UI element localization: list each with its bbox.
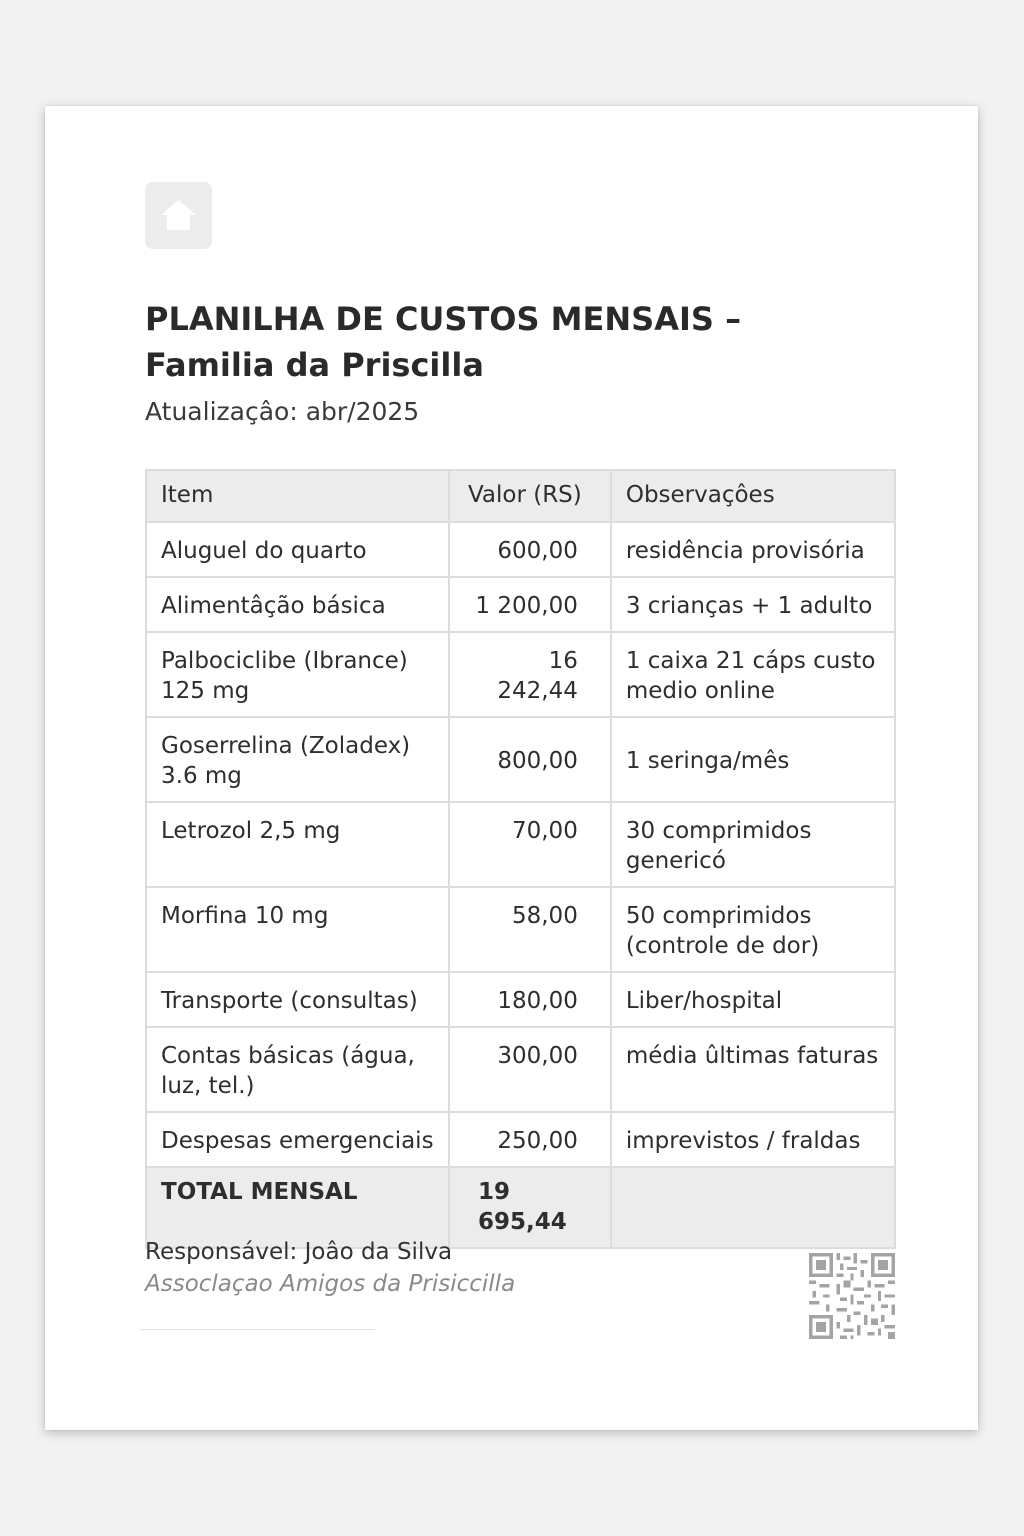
update-date: Atualizaçâo: abr/2025 — [145, 397, 420, 426]
note-cell: média ûltimas faturas — [611, 1027, 895, 1112]
total-label: TOTAL MENSAL — [146, 1167, 449, 1248]
value-cell: 800,00 — [449, 717, 611, 802]
page-title — [145, 296, 905, 388]
item-cell: Transporte (consultas) — [146, 972, 449, 1027]
association-name: Assoclaçao Amigos da Prisiccilla — [145, 1271, 516, 1297]
house-icon — [145, 182, 212, 249]
value-cell: 58,00 — [449, 887, 611, 972]
value-cell: 1 200,00 — [449, 577, 611, 632]
item-cell: Aluguel do quarto — [146, 522, 449, 577]
note-cell: 1 caixa 21 cáps custo medio online — [611, 632, 895, 717]
item-cell: Contas básicas (água, luz, tel.) — [146, 1027, 449, 1112]
responsible-line: Responsável: Joâo da Silva — [145, 1239, 453, 1265]
footer-divider — [140, 1329, 375, 1330]
title-line-1: PLANILHA DE CUSTOS MENSAIS – — [145, 300, 742, 338]
value-cell: 180,00 — [449, 972, 611, 1027]
table-row — [146, 1027, 895, 1112]
item-cell: Goserrelina (Zoladex) 3.6 mg — [146, 717, 449, 802]
value-cell: 250,00 — [449, 1112, 611, 1167]
item-cell: Despesas emergenciais — [146, 1112, 449, 1167]
note-cell: Liber/hospital — [611, 972, 895, 1027]
note-cell: 50 comprimidos (controle de dor) — [611, 887, 895, 972]
total-value: 19 695,44 — [449, 1167, 611, 1248]
total-row — [146, 1167, 895, 1248]
item-cell: Morfina 10 mg — [146, 887, 449, 972]
table-row — [146, 632, 895, 717]
title-line-2: Familia da Priscilla — [145, 346, 484, 384]
cost-table — [145, 469, 896, 1249]
value-cell: 600,00 — [449, 522, 611, 577]
note-cell: 30 comprimidos genericó — [611, 802, 895, 887]
qr-code-icon — [809, 1253, 895, 1339]
value-cell: 16 242,44 — [449, 632, 611, 717]
column-header-notes: Observaçôes — [611, 470, 895, 522]
note-cell: 1 seringa/mês — [611, 717, 895, 802]
table-row — [146, 577, 895, 632]
note-cell: residência provisória — [611, 522, 895, 577]
table-row — [146, 887, 895, 972]
table-row — [146, 717, 895, 802]
total-note-cell — [611, 1167, 895, 1248]
column-header-value: Valor (RS) — [449, 470, 611, 522]
table-row — [146, 1112, 895, 1167]
table-row — [146, 972, 895, 1027]
value-cell: 300,00 — [449, 1027, 611, 1112]
value-cell: 70,00 — [449, 802, 611, 887]
item-cell: Palbociclibe (Ibrance) 125 mg — [146, 632, 449, 717]
item-cell: Alimentâção básica — [146, 577, 449, 632]
table-row — [146, 522, 895, 577]
note-cell: 3 crianças + 1 adulto — [611, 577, 895, 632]
note-cell: imprevistos / fraldas — [611, 1112, 895, 1167]
table-header-row — [146, 470, 895, 522]
table-row — [146, 802, 895, 887]
column-header-item: Item — [146, 470, 449, 522]
item-cell: Letrozol 2,5 mg — [146, 802, 449, 887]
document-sheet — [45, 106, 978, 1430]
